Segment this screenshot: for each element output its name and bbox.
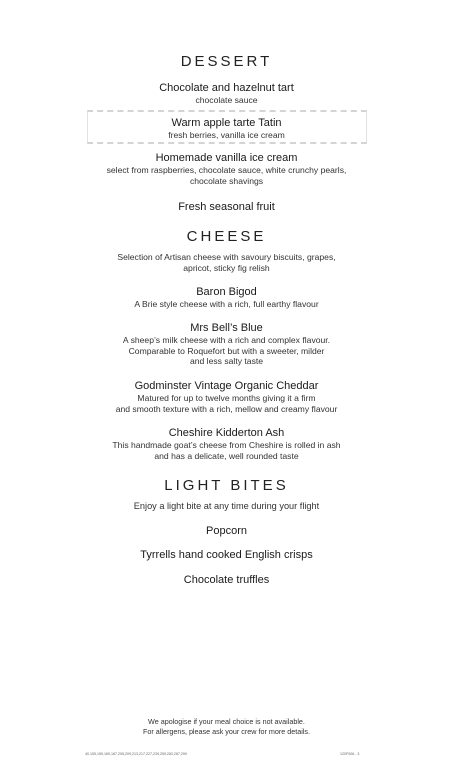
dessert-heading: DESSERT [180, 53, 273, 70]
light-bites-intro-text: Enjoy a light bite at any time during your flight [133, 501, 320, 511]
footer-line: For allergens, please ask your crew for more details. [143, 726, 310, 736]
cheese-item-desc: A Brie style cheese with a rich, full earthy flavour [134, 299, 319, 309]
dessert-item-desc: chocolate shavings [189, 175, 264, 186]
dessert-item-desc: select from raspberries, chocolate sauce, white crunchy pearls, [106, 165, 347, 175]
print-codes: 40,155,159,169,187,205,209,213,217,227,239,259,283,287,299 [85, 752, 187, 756]
page-reference: 120F006 - 3 [340, 752, 360, 756]
dessert-item-name: Homemade vanilla ice cream [155, 152, 298, 164]
cheese-heading: CHEESE [186, 228, 267, 245]
light-bite-name: Tyrrells hand cooked English crisps [140, 549, 313, 561]
dessert-item-name: Fresh seasonal fruit [178, 201, 275, 213]
dessert-item-name: Chocolate and hazelnut tart [159, 82, 294, 94]
dessert-item [0, 152, 453, 186]
light-bites-heading: LIGHT BITES [164, 477, 289, 494]
cheese-intro [0, 252, 453, 273]
cheese-intro-line: Selection of Artisan cheese with savoury biscuits, grapes, [117, 252, 336, 262]
cheese-item-desc: A sheep’s milk cheese with a rich and complex flavour. [122, 335, 331, 345]
cheese-item-desc: and less salty taste [189, 356, 264, 366]
cheese-item-name: Mrs Bell’s Blue [190, 322, 263, 334]
cheese-item-desc: Comparable to Roquefort but with a sweeter, milder [128, 345, 325, 356]
cheese-item [0, 322, 453, 367]
cheese-item [0, 380, 453, 414]
footer-line: We apologise if your meal choice is not available. [148, 717, 305, 726]
light-bite-item [0, 525, 453, 538]
cheese-item-name: Cheshire Kidderton Ash [168, 427, 285, 439]
cheese-item [0, 427, 453, 461]
footer-notice [0, 717, 453, 736]
cheese-item-name: Godminster Vintage Organic Cheddar [134, 380, 319, 392]
light-bite-item [0, 549, 453, 562]
dessert-item [0, 117, 453, 141]
light-bites-intro [0, 501, 453, 512]
dessert-item-desc: fresh berries, vanilla ice cream [168, 130, 285, 140]
dessert-item-name: Warm apple tarte Tatin [171, 117, 282, 129]
light-bite-name: Chocolate truffles [183, 574, 270, 586]
dessert-item-desc: chocolate sauce [195, 95, 258, 105]
light-bite-item [0, 574, 453, 587]
cheese-item-desc: and smooth texture with a rich, mellow and creamy flavour [115, 403, 338, 414]
cheese-item-desc: This handmade goat’s cheese from Cheshire is rolled in ash [112, 440, 341, 450]
dessert-item [0, 201, 453, 214]
light-bite-name: Popcorn [206, 525, 247, 537]
cheese-item-desc: Matured for up to twelve months giving it a firm [137, 393, 316, 403]
cheese-intro-line: apricot, sticky fig relish [183, 262, 270, 273]
cheese-item-name: Baron Bigod [196, 286, 257, 298]
cheese-item-desc: and has a delicate, well rounded taste [154, 450, 299, 461]
cheese-item [0, 286, 453, 310]
dessert-item [0, 82, 453, 106]
